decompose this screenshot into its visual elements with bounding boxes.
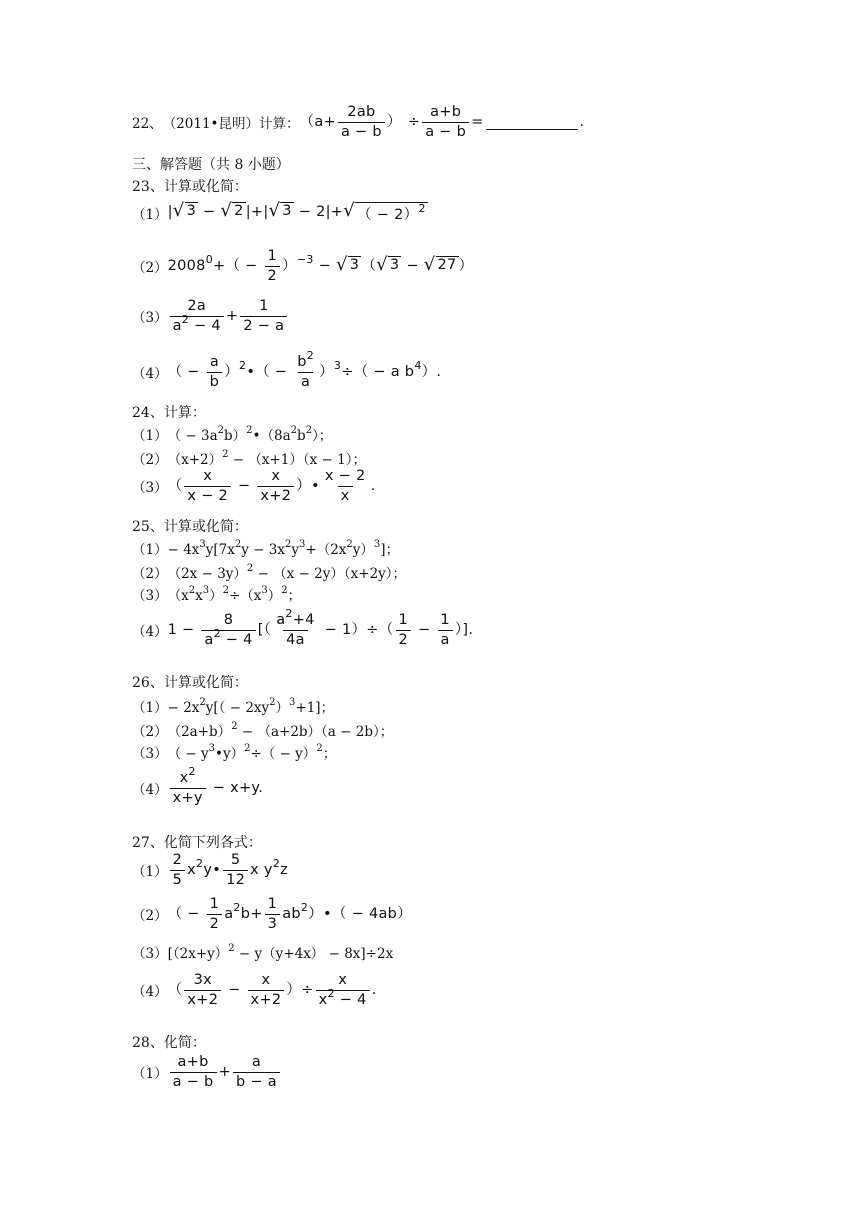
question-24-heading: 24、计算： xyxy=(132,405,206,421)
q27-part-1: （1） $\frac{2}{5}$ $x^2y•$ $\frac{5}{12}$ x $y^2z$ xyxy=(132,852,289,888)
math-expression: $(x^2x^3)^2\div(x^3)^2$； xyxy=(167,584,302,604)
math-expression: $(2x - 3y)^2 - (x - 2y)(x+2y)$； xyxy=(167,562,407,582)
q25-part-1: （1） − $4x^3y[7x^2y - 3x^2y^3+(2x^2y)^3]$； xyxy=(132,538,400,558)
math-expression: （ − $y^3•y)^2\div( - y)^2$； xyxy=(167,742,337,762)
q24-part-1: （1） （ − $3a^2b)^2•(8a^2b^2)$； xyxy=(132,424,333,444)
question-source: （2011•昆明）计算： xyxy=(162,116,300,133)
math-expression: （ $\frac{x}{x - 2}$ − $\frac{x}{x+2}$ ）• $\frac{x - 2}{x}$ . xyxy=(167,468,376,504)
math-expression: − $4x^3y[7x^2y - 3x^2y^3+(2x^2y)^3]$； xyxy=(167,538,400,558)
math-expression: （ $\frac{3x}{x+2}$ − $\frac{x}{x+2}$ ）÷ $\frac{x}{x^2 - 4}$ . xyxy=(167,972,377,1008)
section-heading: 三、解答题（共 8 小题） xyxy=(132,157,290,173)
q26-part-4: （4） $\frac{x^2}{x+y}$ − x+y. xyxy=(132,765,264,806)
math-expression: （ − $\frac{a}{b}$ ）$^2$•（ − $\frac{b^2}{a}$ ）$^3$÷（ − a $b^4$）. xyxy=(167,349,442,390)
q23-part-2: （2） $2008^0+$（ − $\frac{1}{2}$ ）$^{-3}$ − √ 3 （ √ 3 − √ 27 ） xyxy=(132,248,474,284)
math-expression: $2008^0+$（ − $\frac{1}{2}$ ）$^{-3}$ − √ 3 （ √ 3 − √ 27 ） xyxy=(167,248,474,284)
q26-part-3: （3） （ − $y^3•y)^2\div( - y)^2$； xyxy=(132,742,337,762)
math-expression: （ − $3a^2b)^2•(8a^2b^2)$； xyxy=(167,424,333,444)
q24-part-2: （2） $(x+2)^2 - (x+1)(x - 1)$； xyxy=(132,448,366,468)
math-expression: $(2a+b)^2 - (a+2b)(a - 2b)$； xyxy=(167,720,394,740)
q23-part-4: （4） （ − $\frac{a}{b}$ ）$^2$•（ − $\frac{b^2}{a}$ ）$^3$÷（ − a $b^4$）. xyxy=(132,349,442,390)
q25-part-2: （2） $(2x - 3y)^2 - (x - 2y)(x+2y)$； xyxy=(132,562,407,582)
q27-part-2: （2） （ − $\frac{1}{2}$ $a^2b+$ $\frac{1}{3}$ $ab^2)•( - 4ab)$ xyxy=(132,896,412,932)
q28-part-1: （1） $\frac{a+b}{a - b}$ + $\frac{a}{b - a}$ xyxy=(132,1054,282,1090)
math-expression: （a+ $\frac{2ab}{a - b}$ ） ÷ $\frac{a+b}{a - b}$ = xyxy=(299,104,484,140)
math-expression: $[(2x+y)^2 - y(y+4x) - 8x]\div 2x$ xyxy=(167,942,394,962)
math-expression: 1 − $\frac{8}{a^2 - 4}$ [（ $\frac{a^2+4}{4a}$ − 1）÷（ $\frac{1}{2}$ − $\frac{1}{a}$ ）]. xyxy=(167,607,474,648)
q25-part-3: （3） $(x^2x^3)^2\div(x^3)^2$； xyxy=(132,584,302,604)
math-expression: （ − $\frac{1}{2}$ $a^2b+$ $\frac{1}{3}$ $ab^2)•( - 4ab)$ xyxy=(167,896,412,932)
math-expression: | √ 3 − √ 2 |+| √ 3 − 2|+ √ （ − 2）$^2$ xyxy=(167,200,426,223)
question-27-heading: 27、化简下列各式： xyxy=(132,835,262,851)
question-23-heading: 23、计算或化简： xyxy=(132,179,248,195)
question-26-heading: 26、计算或化简： xyxy=(132,675,248,691)
math-expression: $\frac{a+b}{a - b}$ + $\frac{a}{b - a}$ xyxy=(168,1054,282,1090)
q23-part-3: （3） $\frac{2a}{a^2 - 4}$ + $\frac{1}{2 - a}$ xyxy=(132,298,289,334)
math-expression: $(x+2)^2 - (x+1)(x - 1)$； xyxy=(167,448,366,468)
math-expression: $\frac{x^2}{x+y}$ − x+y. xyxy=(168,770,264,806)
q26-part-1: （1） − $2x^2y[( - 2xy^2)^3+1]$； xyxy=(132,696,335,716)
math-expression: $\frac{2}{5}$ $x^2y•$ $\frac{5}{12}$ x $y^2z$ xyxy=(168,852,288,888)
question-number: 22、 xyxy=(132,116,163,133)
question-22: 22、 （2011•昆明）计算： （a+ $\frac{2ab}{a - b}$ ） ÷ $\frac{a+b}{a - b}$ = . xyxy=(132,104,584,140)
answer-blank xyxy=(486,115,578,130)
q25-part-4: （4） 1 − $\frac{8}{a^2 - 4}$ [（ $\frac{a^2+4}{4a}$ − 1）÷（ $\frac{1}{2}$ − $\frac{1}{a}$ ）]. xyxy=(132,607,474,648)
q27-part-4: （4） （ $\frac{3x}{x+2}$ − $\frac{x}{x+2}$ ）÷ $\frac{x}{x^2 - 4}$ . xyxy=(132,972,377,1008)
q27-part-3: （3） $[(2x+y)^2 - y(y+4x) - 8x]\div 2x$ xyxy=(132,942,394,962)
question-28-heading: 28、化简： xyxy=(132,1035,206,1051)
q24-part-3: （3） （ $\frac{x}{x - 2}$ − $\frac{x}{x+2}$ ）• $\frac{x - 2}{x}$ . xyxy=(132,468,376,504)
q23-part-1: （1） | √ 3 − √ 2 |+| √ 3 − 2|+ √ （ − 2）$^2$ xyxy=(132,200,426,223)
q26-part-2: （2） $(2a+b)^2 - (a+2b)(a - 2b)$； xyxy=(132,720,394,740)
question-25-heading: 25、计算或化简： xyxy=(132,519,248,535)
math-expression: $\frac{2a}{a^2 - 4}$ + $\frac{1}{2 - a}$ xyxy=(168,298,290,334)
math-expression: − $2x^2y[( - 2xy^2)^3+1]$； xyxy=(167,696,335,716)
